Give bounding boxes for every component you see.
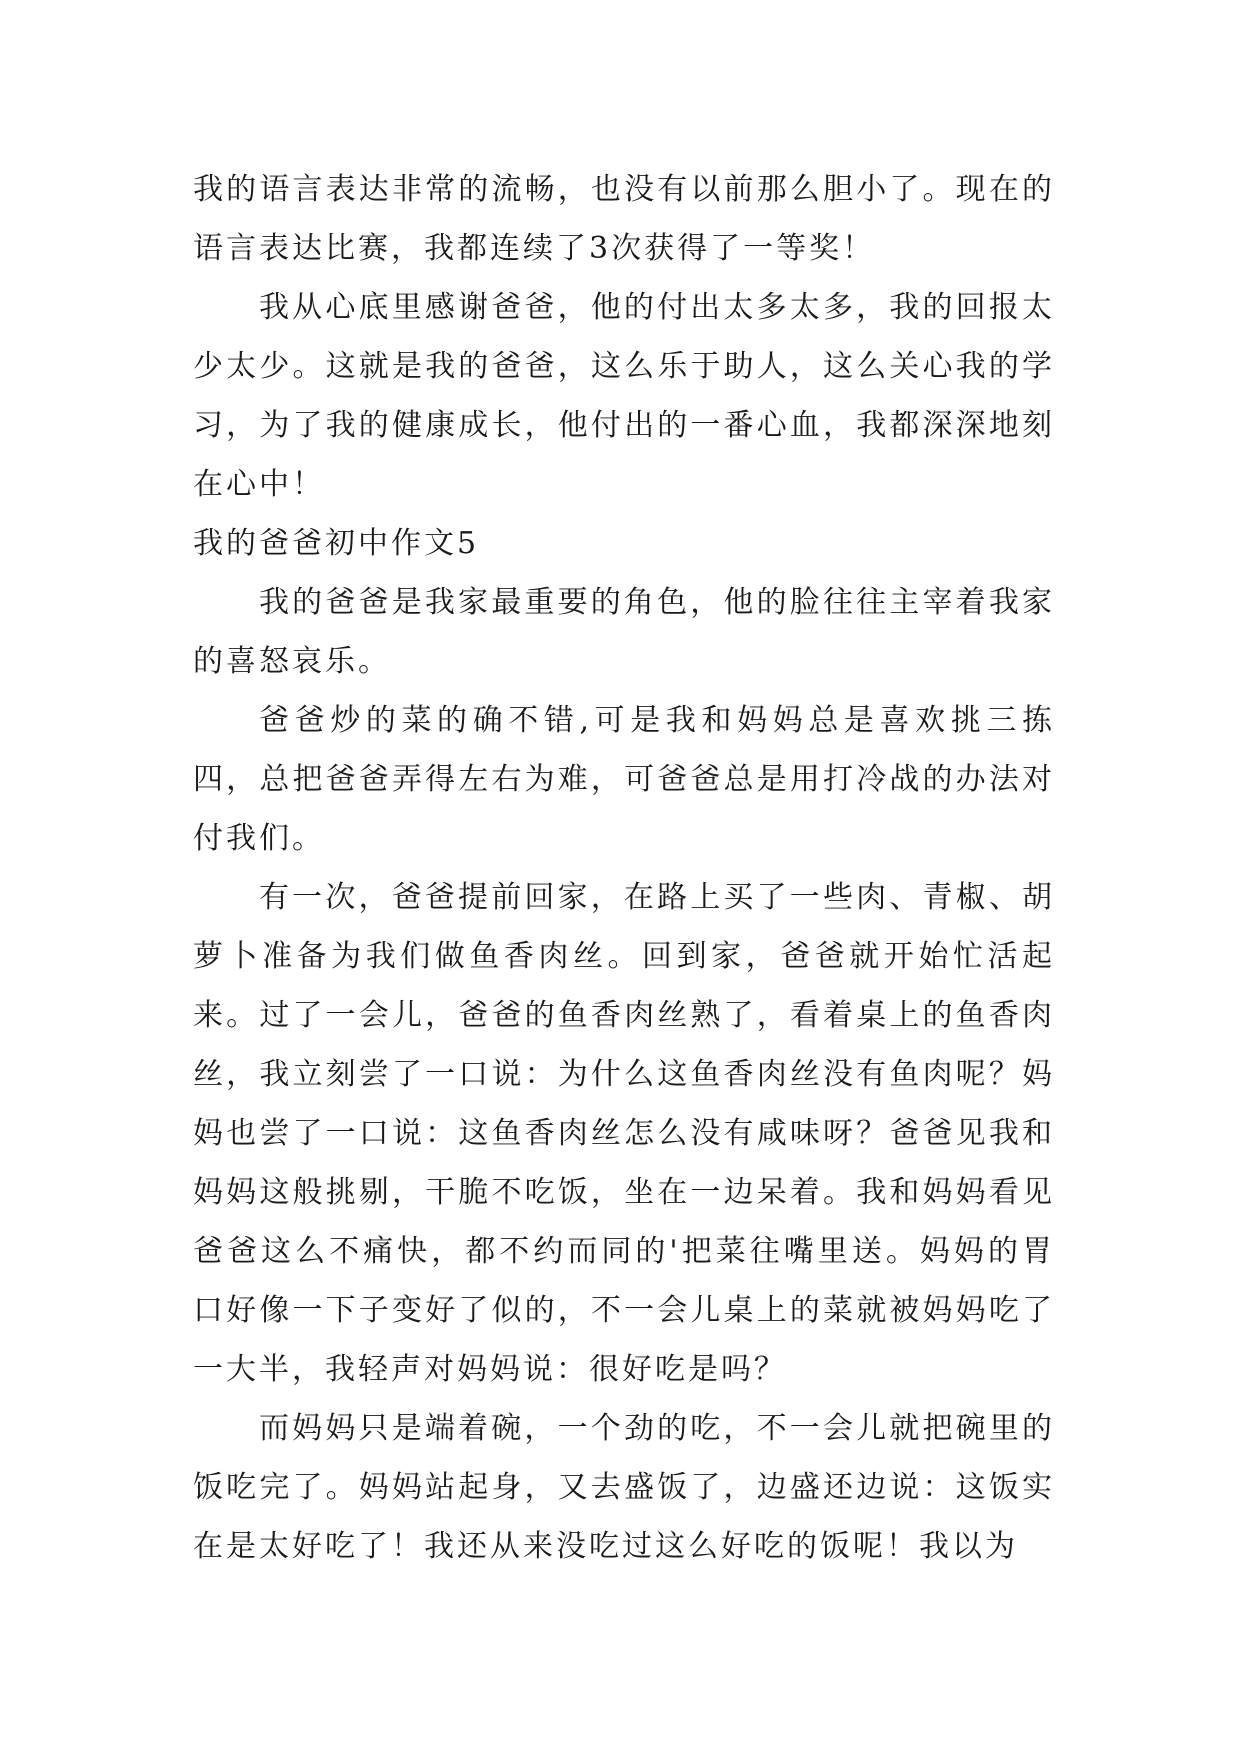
paragraph-cooking: 爸爸炒的菜的确不错,可是我和妈妈总是喜欢挑三拣四，总把爸爸弄得左右为难，可爸爸总是用打冷战的办法对付我们。 — [193, 703, 1055, 856]
paragraph-continuation: 我的语言表达非常的流畅，也没有以前那么胆小了。现在的语言表达比赛，我都连续了3次获得了一等奖！ — [193, 172, 1055, 266]
essay-title: 我的爸爸初中作文5 — [193, 526, 480, 561]
paragraph-mother: 而妈妈只是端着碗，一个劲的吃，不一会儿就把碗里的饭吃完了。妈妈站起身，又去盛饭了，边盛还边说：这饭实在是太好吃了！我还从来没吃过这么好吃的饭呢！我以为 — [193, 1411, 1055, 1564]
document-body — [193, 160, 1055, 1576]
paragraph-story: 有一次，爸爸提前回家，在路上买了一些肉、青椒、胡萝卜准备为我们做鱼香肉丝。回到家，爸爸就开始忙活起来。过了一会儿，爸爸的鱼香肉丝熟了，看着桌上的鱼香肉丝，我立刻尝了一口说：为什么这鱼香肉丝没有鱼肉呢？妈妈也尝了一口说：这鱼香肉丝怎么没有咸味呀？爸爸见我和妈妈这般挑剔，干脆不吃饭，坐在一边呆着。我和妈妈看见爸爸这么不痛快，都不约而同的'把菜往嘴里送。妈妈的胃口好像一下子变好了似的，不一会儿桌上的菜就被妈妈吃了一大半，我轻声对妈妈说：很好吃是吗？ — [193, 880, 1055, 1387]
paragraph-intro: 我的爸爸是我家最重要的角色，他的脸往往主宰着我家的喜怒哀乐。 — [193, 585, 1055, 679]
paragraph-gratitude: 我从心底里感谢爸爸，他的付出太多太多，我的回报太少太少。这就是我的爸爸，这么乐于助人，这么关心我的学习，为了我的健康成长，他付出的一番心血，我都深深地刻在心中！ — [193, 290, 1055, 502]
